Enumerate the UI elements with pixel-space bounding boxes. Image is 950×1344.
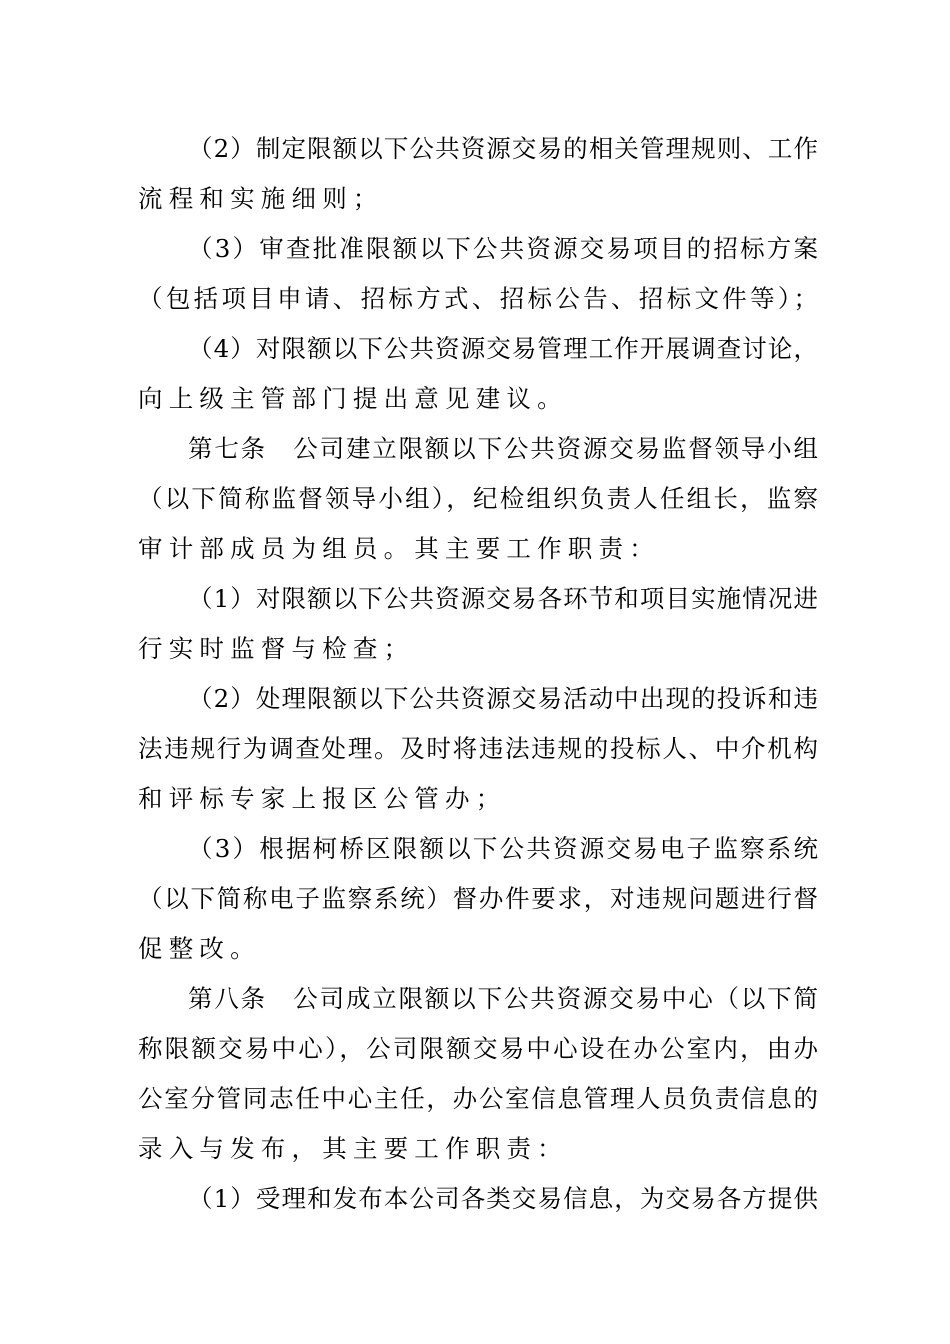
paragraph-line: （1）受理和发布本公司各类交易信息，为交易各方提供 <box>188 1184 818 1213</box>
paragraph-line: （4）对限额以下公共资源交易管理工作开展调查讨论， <box>188 334 818 363</box>
paragraph-line: 行实时监督与检查； <box>138 634 415 663</box>
paragraph-line: 审计部成员为组员。其主要工作职责： <box>138 534 660 563</box>
paragraph-line: 公室分管同志任中心主任，办公室信息管理人员负责信息的 <box>138 1084 818 1113</box>
paragraph-line: （以下简称电子监察系统）督办件要求，对违规问题进行督 <box>138 884 818 913</box>
paragraph-line: 和评标专家上报区公管办； <box>138 784 507 813</box>
paragraph-line: （包括项目申请、招标方式、招标公告、招标文件等）； <box>138 284 818 313</box>
paragraph-line: （3）根据柯桥区限额以下公共资源交易电子监察系统 <box>188 834 818 863</box>
paragraph-line: 称限额交易中心），公司限额交易中心设在办公室内，由办 <box>138 1034 818 1063</box>
paragraph-line: （3）审查批准限额以下公共资源交易项目的招标方案 <box>188 234 818 263</box>
article-heading-line: 第八条 公司成立限额以下公共资源交易中心（以下简 <box>188 984 818 1013</box>
paragraph-line: 流程和实施细则； <box>138 184 384 213</box>
paragraph-line: 法违规行为调查处理。及时将违法违规的投标人、中介机构 <box>138 734 818 763</box>
paragraph-line: （1）对限额以下公共资源交易各环节和项目实施情况进 <box>188 584 818 613</box>
paragraph-line: （2）制定限额以下公共资源交易的相关管理规则、工作 <box>188 134 818 163</box>
paragraph-line: （以下简称监督领导小组），纪检组织负责人任组长，监察 <box>138 484 818 513</box>
paragraph-line: 录入与发布，其主要工作职责： <box>138 1134 568 1163</box>
paragraph-line: 促整改。 <box>138 934 261 963</box>
article-heading-line: 第七条 公司建立限额以下公共资源交易监督领导小组 <box>188 434 818 463</box>
paragraph-line: （2）处理限额以下公共资源交易活动中出现的投诉和违 <box>188 684 818 713</box>
paragraph-line: 向上级主管部门提出意见建议。 <box>138 384 568 413</box>
